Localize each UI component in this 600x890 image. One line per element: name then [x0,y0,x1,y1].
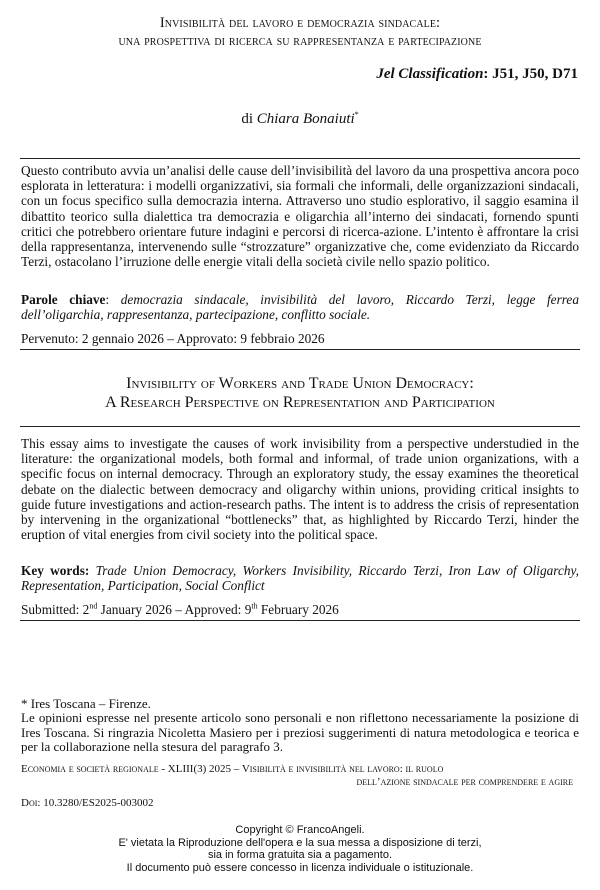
english-title-line-2: A Research Perspective on Representation and Participation [105,394,495,411]
italian-dates: Pervenuto: 2 gennaio 2026 – Approvato: 9 febbraio 2026 [21,331,325,346]
english-abstract: This essay aims to investigate the causes of work invisibility from a perspective understudied in the literature: the organizational models, both formal and informal, of trade union organizations, with a specific focus on internal democracy. Through an exploratory study, the essay examines the theoretical debate on the dialectic between democracy and oligarchy within unions, providing critical insights to guide future investigations and action-research paths. The intent is to address the crisis of representation by intervening in the organizational “bottlenecks” that, as highlighted by Riccardo Terzi, hinder the eruption of vital energies from civil society into the political space. [21,436,579,543]
italian-keywords-label: Parole chiave [21,292,106,307]
copyright-line-1: Copyright © FrancoAngeli. [235,824,365,836]
english-keywords-list: Trade Union Democracy, Workers Invisibility, Riccardo Terzi, Iron Law of Oligarchy, Representation, Participation, Social Conflict [21,563,579,594]
jel-classification [376,66,578,83]
copyright-line-4: Il documento può essere concesso in licenza individuale o istituzionale. [126,861,474,874]
footnote-note: Le opinioni espresse nel presente articolo sono personali e non riflettono necessariamente la posizione di Ires Toscana. Si ringrazia Nicoletta Masiero per i preziosi suggerimenti di natura metodologica e teorica e per la collaborazione nella stesura del paragrafo 3. [21,710,579,755]
running-footer-line-1: Economia e società regionale - XLIII(3) 2025 – Visibilità e invisibilità nel lavoro: il ruolo [21,763,444,775]
divider-bottom-english [20,620,580,621]
author-name: Chiara Bonaiuti [256,111,355,127]
italian-keywords-list: democrazia sindacale, invisibilità del lavoro, Riccardo Terzi, legge ferrea dell’oligarchia, rappresentanza, partecipazione, conflitto sociale. [21,292,579,323]
english-title [0,374,600,412]
author-prefix: di [241,111,257,127]
doi: Doi: 10.3280/ES2025-003002 [21,797,154,809]
english-title-line-1: Invisibility of Workers and Trade Union Democracy: [126,375,474,392]
submitted-prefix: Submitted: 2 [21,602,90,617]
footnote-affiliation: * Ires Toscana – Firenze. [21,696,151,711]
english-dates [21,602,579,617]
submitted-rest: January 2026 – Approved: 9 [97,602,252,617]
divider-bottom-italian [20,349,580,350]
approved-sup: th [251,601,258,611]
author-footnote-mark: * [354,110,359,119]
approved-rest: February 2026 [257,602,339,617]
italian-title-line-1: Invisibilità del lavoro e democrazia sindacale: [159,15,441,31]
italian-keywords [21,292,579,322]
italian-title [0,14,600,50]
divider-top-english [20,426,580,427]
submitted-sup: nd [89,601,98,611]
running-footer-line-2: dell’azione sindacale per comprendere e agire [356,776,573,788]
english-keywords-label: Key words: [21,563,90,578]
copyright-line-3: sia in forma gratuita sia a pagamento. [207,849,393,862]
italian-keywords-separator: : [105,292,121,307]
italian-abstract: Questo contributo avvia un’analisi delle cause dell’invisibilità del lavoro da una prospettiva ancora poco esplorata in letteratura: i modelli organizzativi, sia formali che informali, delle organizzazioni sindacali, con un focus specifico sulla democrazia interna. Attraverso uno studio esplorativo, il saggio esamina il dibattito teorico sulla dialettica tra democrazia e oligarchia all’interno dei sindacati, fornendo spunti critici che potrebbero orientare future indagini e percorsi di ricerca-azione. L’intento è affrontare la crisi della rappresentanza, intervenendo sulle “strozzature” organizzative che, come evidenziato da Riccardo Terzi, ostacolano l’irruzione delle energie vitali della società civile nello spazio politico. [21,163,579,270]
italian-title-line-2: una prospettiva di ricerca su rappresentanza e partecipazione [118,33,482,49]
english-keywords [21,563,579,593]
divider-top-italian [20,158,580,159]
jel-label: Jel Classification [376,66,484,82]
copyright-notice [0,824,600,874]
author-line [0,111,600,128]
running-footer [21,763,581,789]
jel-codes: : J51, J50, D71 [483,66,578,82]
copyright-line-2: E' vietata la Riproduzione dell'opera e la sua messa a disposizione di terzi, [118,836,482,849]
